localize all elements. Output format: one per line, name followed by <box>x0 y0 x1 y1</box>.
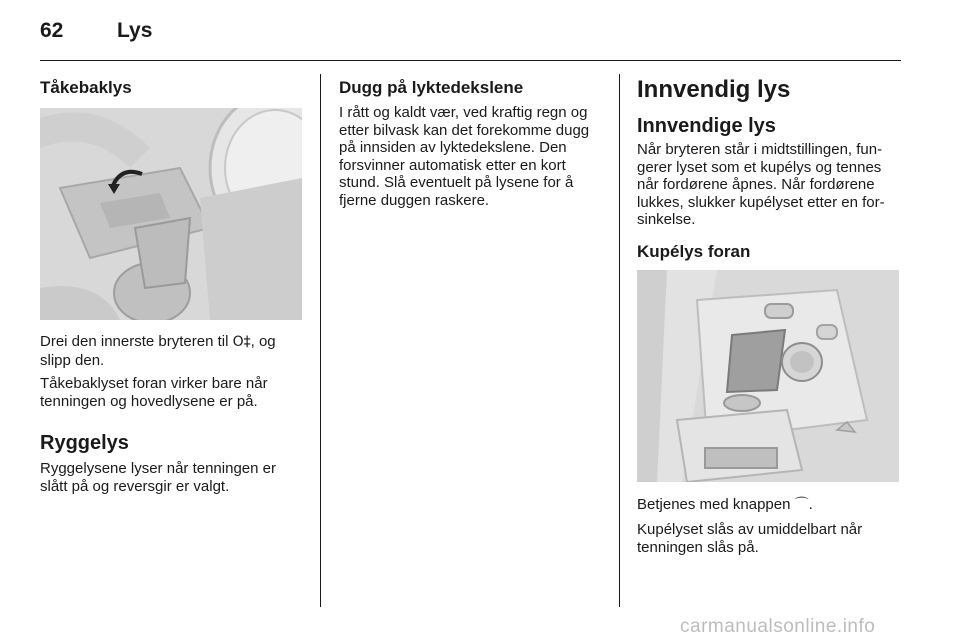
fog-light-instruction: Drei den innerste bryteren til O‡, og slipp den. <box>40 333 276 369</box>
light-button-instruction: Betjenes med knappen ⌒. <box>637 496 813 513</box>
chapter-title: Lys <box>117 19 153 42</box>
section-heading-reverse-light: Ryggelys <box>40 432 129 454</box>
header-rule <box>40 60 901 61</box>
section-heading-condensation: Dugg på lyktedekslene <box>339 78 524 97</box>
page-number: 62 <box>40 19 64 42</box>
reverse-light-text: Ryggelysene lyser når tenningen er slått på og reversgir er valgt. <box>40 460 276 495</box>
watermark: carmanualsonline.info <box>680 616 876 637</box>
fog-switch-figure <box>40 108 302 320</box>
column-divider-right <box>619 74 620 607</box>
section-heading-fog-light: Tåkebaklys <box>40 78 132 97</box>
interior-light-icon <box>637 270 899 482</box>
fog-light-condition: Tåkebaklyset foran virker bare når tenningen og hovedlysene er på. <box>40 375 268 410</box>
fog-light-symbol-icon: O‡ <box>232 334 251 350</box>
section-heading-front-courtesy-light: Kupélys foran <box>637 242 751 261</box>
condensation-text: I rått og kaldt vær, ved kraftig regn og etter bilvask kan det forekomme dugg på innsiden av lyktedekslene. Den forsvinner automatisk etter en kort stund. Slå eventuelt på lysene for å fjerne duggen raskere. <box>339 104 590 209</box>
interior-light-text: Når bryteren står i midtstillingen, fun-gerer lyset som et kupélys og tennes når fordørene åpnes. Når fordørene lukkes, slukker kupélyset etter en for-sinkelse. <box>637 141 885 229</box>
front-light-figure <box>637 270 899 482</box>
subheading-interior-lights: Innvendige lys <box>637 115 776 137</box>
light-off-text: Kupélyset slås av umiddelbart når tenningen slås på. <box>637 521 863 556</box>
interior-light-symbol-icon: ⌒ <box>794 497 809 513</box>
section-heading-interior-light: Innvendig lys <box>637 76 791 103</box>
steering-column-icon <box>40 108 302 320</box>
column-divider-left <box>320 74 321 607</box>
